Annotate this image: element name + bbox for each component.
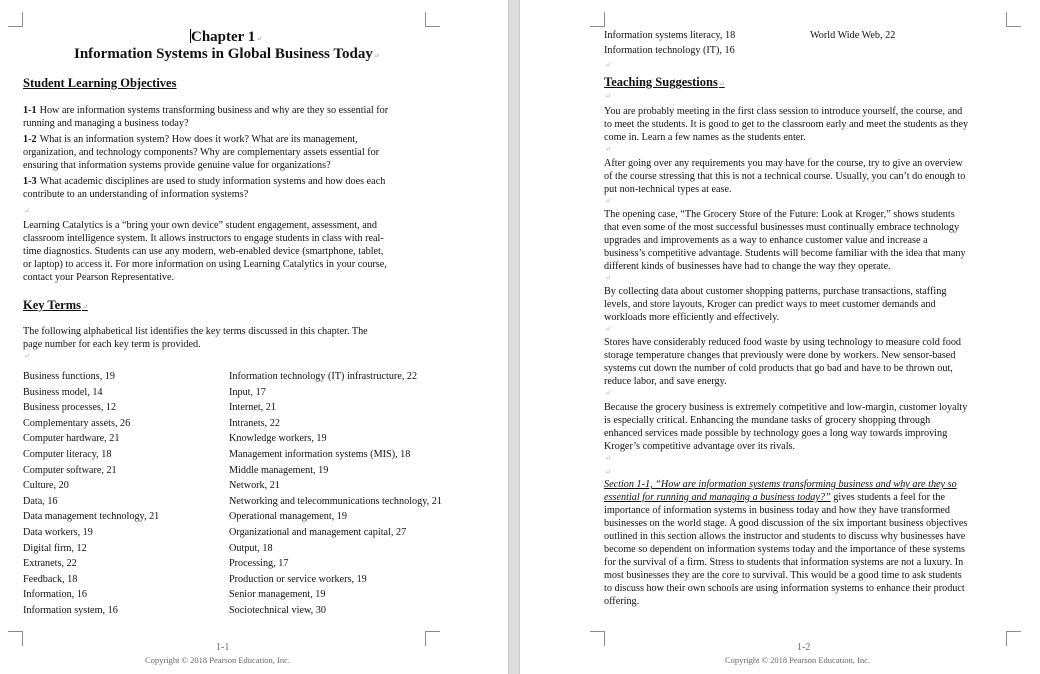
- key-term: World Wide Web, 22: [810, 30, 896, 41]
- section-line: importance of information systems in business today and how they have transformed: [604, 505, 951, 516]
- crop-mark-bottom-right: [425, 631, 440, 646]
- crop-mark-bottom-right: [1006, 631, 1021, 646]
- paragraph-line: to meet the students. It is good to get to the classroom early and meet the students as they: [604, 119, 969, 130]
- paragraph-line: workloads more efficiently and effectively.: [604, 312, 780, 323]
- key-term: Management information systems (MIS), 18: [229, 449, 411, 460]
- catalytics-line: time diagnostics. Students can use any modern, web-enabled device (smartphone, tablet,: [23, 246, 384, 257]
- paragraph-line: Because the grocery business is extremely competitive and low-margin, customer loyalty: [604, 402, 968, 413]
- objective-line: [23, 175, 385, 188]
- key-term: Processing, 17: [229, 558, 289, 570]
- objective-line: [23, 133, 358, 146]
- paragraph-mark: ↵: [24, 207, 30, 215]
- key-terms-intro-line: page number for each key term is provided.: [23, 339, 201, 350]
- section-line: outlined in this section allows the instructor and students to discuss why businesses have: [604, 531, 966, 542]
- page-number-right: 1-2: [797, 642, 811, 653]
- key-term: Knowledge workers, 19: [229, 433, 327, 445]
- section-line-2: essential for running and managing a business today?” gives students a feel for the: [604, 492, 945, 503]
- page-gutter: [508, 0, 520, 674]
- key-term: Computer literacy, 18: [23, 449, 112, 460]
- key-term: Information systems literacy, 18: [604, 30, 736, 41]
- key-terms-intro-line: The following alphabetical list identifies the key terms discussed in this chapter. The: [23, 326, 368, 337]
- objective-number: 1-2: [23, 134, 37, 145]
- key-term: Data, 16: [23, 495, 58, 507]
- crop-mark-bottom-left: [8, 631, 23, 646]
- section-line: most businesses they are the core to survival. This would be a good time to ask students: [604, 570, 962, 581]
- paragraph-line: Stores have considerably reduced food waste by using technology to measure cold food: [604, 337, 962, 348]
- key-term: Extranets, 22: [23, 558, 77, 570]
- key-term: Culture, 20: [23, 480, 69, 492]
- objective-line: running and managing a business today?: [23, 118, 189, 129]
- objective-line: organization, and technology components? Why are complementary assets essential for: [23, 147, 380, 158]
- objective-number: 1-1: [23, 105, 37, 116]
- key-term: Network, 21: [229, 480, 280, 492]
- chapter-title: Information Systems in Global Business Today↵: [74, 46, 380, 62]
- key-term: Organizational and management capital, 27: [229, 527, 407, 538]
- document-page-left[interactable]: [0, 0, 508, 674]
- paragraph-line: different kinds of businesses have had to change the way they operate.: [604, 261, 891, 272]
- objective-line: ensuring that information systems provide genuine value for organizations?: [23, 160, 331, 171]
- key-term: Sociotechnical view, 30: [229, 605, 326, 616]
- crop-mark-top-right: [425, 12, 440, 27]
- key-term: Data management technology, 21: [23, 511, 160, 523]
- crop-mark-top-right: [1006, 12, 1021, 27]
- paragraph-mark: ↵: [605, 274, 611, 282]
- key-term: Data workers, 19: [23, 527, 93, 538]
- key-term: Production or service workers, 19: [229, 573, 367, 585]
- key-term: Middle management, 19: [229, 464, 329, 476]
- key-term: Information system, 16: [23, 605, 118, 616]
- paragraph-mark: ↵: [605, 92, 611, 100]
- objective-text: How are information systems transforming business and why are they so essential for: [39, 105, 389, 116]
- key-term: Information, 16: [23, 589, 87, 601]
- paragraph-line: enhanced services made possible by technology goes a long way towards improving: [604, 428, 948, 439]
- paragraph-mark: ↵: [605, 325, 611, 333]
- section-link-line-2[interactable]: essential for running and managing a business today?”: [604, 492, 831, 503]
- paragraph-line: of the course stressing that this is not a technical course. Usually, you can’t do enough to: [604, 171, 966, 182]
- paragraph-line: systems cut down the number of cold products that go bad and have to be thrown out,: [604, 363, 953, 374]
- crop-mark-top-left: [8, 12, 23, 27]
- document-page-right[interactable]: [520, 0, 1040, 674]
- section-line: become so dependent on information systems today and the importance of these systems: [604, 544, 966, 555]
- objective-line: [23, 104, 388, 117]
- key-term: Input, 17: [229, 386, 266, 398]
- paragraph-line: By collecting data about customer shopping patterns, purchase transactions, staffing: [604, 286, 947, 297]
- page-number-left: 1-1: [216, 642, 230, 653]
- key-term: Intranets, 22: [229, 417, 280, 429]
- key-term: Information technology (IT), 16: [604, 45, 735, 56]
- paragraph-line: upgrades and improvements as a way to enhance customer value and increase a: [604, 235, 928, 246]
- paragraph-mark: ↵: [605, 145, 611, 153]
- paragraph-mark: ↵: [605, 389, 611, 397]
- chapter-label[interactable]: Chapter 1↵: [191, 29, 263, 45]
- objective-number: 1-3: [23, 176, 37, 187]
- paragraph-line: put non-technical types at ease.: [604, 184, 732, 195]
- section-link-line-1[interactable]: Section 1-1, “How are information systems transforming business and why are they so: [604, 479, 957, 490]
- paragraph-line: is especially critical. Enhancing the mundane tasks of grocery shopping through: [604, 415, 931, 426]
- copyright-right: Copyright © 2018 Pearson Education, Inc.: [725, 655, 871, 665]
- paragraph-mark: ↵: [605, 61, 611, 69]
- paragraph-line: business’s competitive advantage. Students will become familiar with the idea that many: [604, 248, 966, 259]
- key-term: Business functions, 19: [23, 371, 115, 382]
- key-term: Internet, 21: [229, 402, 276, 414]
- catalytics-line: contact your Pearson Representative.: [23, 272, 175, 283]
- catalytics-line: classroom intelligence system. It allows instructors to engage students in class with real-: [23, 233, 384, 244]
- paragraph-mark: ↵: [605, 468, 611, 476]
- paragraph-line: The opening case, “The Grocery Store of the Future: Look at Kroger,” shows students: [604, 209, 955, 220]
- key-term: Digital firm, 12: [23, 542, 87, 554]
- key-term: Networking and telecommunications technology, 21: [229, 495, 442, 507]
- key-term: Computer hardware, 21: [23, 433, 120, 445]
- paragraph-line: You are probably meeting in the first class session to introduce yourself, the course, and: [604, 106, 963, 117]
- key-term: Business model, 14: [23, 386, 103, 398]
- paragraph-line: Kroger’s competitive advantage over its rivals.: [604, 441, 796, 452]
- section-line: for the survival of a firm. Stress to students that information systems are not a luxury. In: [604, 557, 964, 568]
- key-term: Senior management, 19: [229, 589, 326, 601]
- paragraph-line: that even some of the most successful businesses must continually embrace technology: [604, 222, 960, 233]
- objective-line: contribute to an understanding of information systems?: [23, 189, 249, 200]
- objective-text: What is an information system? How does it work? What are its management,: [39, 134, 358, 145]
- section-line: offering.: [604, 596, 640, 607]
- section-line: to discuss how their own schools are using information systems to enhance their product: [604, 583, 965, 594]
- key-terms-heading: Key Terms↵: [23, 298, 88, 312]
- crop-mark-bottom-left: [590, 631, 605, 646]
- paragraph-mark: ↵: [605, 197, 611, 205]
- teaching-suggestions-heading: Teaching Suggestions↵: [604, 75, 725, 89]
- paragraph-line: After going over any requirements you may have for the course, try to give an overview: [604, 158, 963, 169]
- paragraph-line: reduce labor, and save energy.: [604, 376, 727, 387]
- catalytics-line: or laptop) to access it. For more information on using Learning Catalytics in your course,: [23, 259, 387, 270]
- objective-text: What academic disciplines are used to study information systems and how does each: [39, 176, 386, 187]
- key-term: Business processes, 12: [23, 402, 117, 414]
- objectives-heading: Student Learning Objectives: [23, 76, 177, 90]
- paragraph-line: come in. Learn a few names as the students enter.: [604, 132, 806, 143]
- crop-mark-top-left: [590, 12, 605, 27]
- paragraph-mark: ↵: [24, 352, 30, 360]
- key-term: Computer software, 21: [23, 464, 117, 476]
- paragraph-mark: ↵: [605, 454, 611, 462]
- section-line: businesses on the world stage. A good discussion of the six important business objectives: [604, 518, 968, 529]
- catalytics-line: Learning Catalytics is a “bring your own device” student engagement, assessment, and: [23, 220, 377, 231]
- paragraph-line: storage temperature changes that previously were done by workers. New sensor-based: [604, 350, 956, 361]
- key-term: Operational management, 19: [229, 511, 347, 523]
- key-term: Complementary assets, 26: [23, 417, 131, 429]
- copyright-left: Copyright © 2018 Pearson Education, Inc.: [145, 655, 291, 665]
- paragraph-line: levels, and store layouts, Kroger can predict ways to meet customer demands and: [604, 299, 936, 310]
- key-term: Feedback, 18: [23, 573, 78, 585]
- key-term: Output, 18: [229, 542, 273, 554]
- key-term: Information technology (IT) infrastructure, 22: [229, 371, 418, 382]
